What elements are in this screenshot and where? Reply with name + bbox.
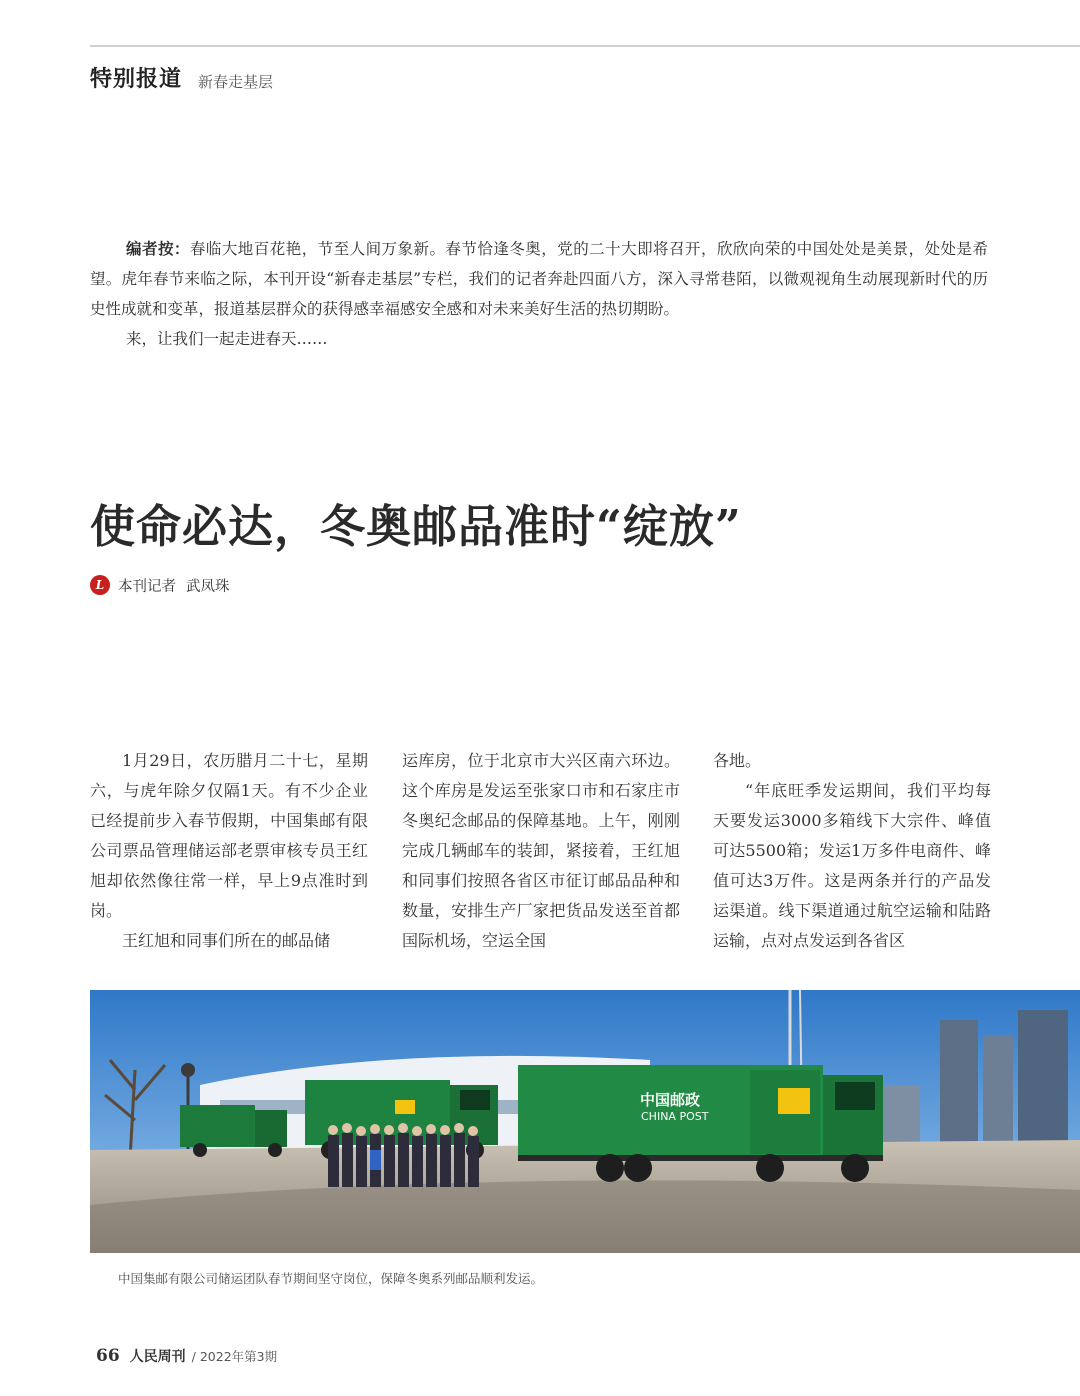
- article-paragraph: 运库房，位于北京市大兴区南六环边。这个库房是发运至张家口市和石家庄市冬奥纪念邮品的保障基地。上午，刚刚完成几辆邮车的装卸，紧接着，王红旭和同事们按照各省区市征订邮品品种和数量，安排生产厂家把货品发送至首都国际机场，空运全国: [402, 751, 680, 950]
- byline-role: 本刊记者: [118, 578, 176, 595]
- header-rule: [90, 45, 1080, 47]
- section-title: 特别报道: [90, 66, 183, 92]
- article-paragraph: 1月29日，农历腊月二十七，星期六，与虎年除夕仅隔1天。有不少企业已经提前步入春节假期，中国集邮有限公司票品管理储运部老票审核专员王红旭却依然像往常一样，早上9点准时到岗。: [90, 751, 368, 920]
- byline-logo-icon: L: [90, 575, 110, 595]
- photo-caption: 中国集邮有限公司储运团队春节期间坚守岗位，保障冬奥系列邮品顺利发运。: [118, 1271, 544, 1286]
- byline: [90, 573, 230, 597]
- editor-note-text: 春临大地百花艳，节至人间万象新。春节恰逢冬奥，党的二十大即将召开，欣欣向荣的中国处处是美景，处处是希望。虎年春节来临之际，本刊开设“新春走基层”专栏，我们的记者奔赴四面八方，深入寻常巷陌，以微观视角生动展现新时代的历史性成就和变革，报道基层群众的获得感幸福感安全感和对未来美好生活的热切期盼。: [90, 240, 988, 318]
- article-column-3: [713, 746, 991, 956]
- editor-note-closing: 来，让我们一起走进春天……: [126, 330, 328, 348]
- article-column-1: [90, 746, 368, 956]
- photo-illustration: [90, 990, 1080, 1253]
- issue-number: / 2022年第3期: [191, 1349, 278, 1364]
- byline-author: 武凤珠: [186, 578, 230, 595]
- truck-text-en: CHINA POST: [641, 1110, 709, 1123]
- page-footer: [96, 1346, 277, 1366]
- editor-note: [90, 234, 988, 354]
- article-paragraph: 王红旭和同事们所在的邮品储: [122, 931, 331, 950]
- truck-text-cn: 中国邮政: [640, 1091, 701, 1109]
- editor-note-paragraph: [90, 234, 988, 324]
- page-number: 66: [96, 1346, 120, 1366]
- article-paragraph: “年底旺季发运期间，我们平均每天要发运3000多箱线下大宗件、峰值可达5500箱；发运1万多件电商件、峰值可达3万件。这是两条并行的产品发运渠道。线下渠道通过航空运输和陆路运输，点对点发运到各省区: [713, 781, 991, 950]
- article-headline: 使命必达，冬奥邮品准时“绽放”: [90, 500, 742, 553]
- article-paragraph: 各地。: [713, 751, 762, 770]
- section-subtitle: 新春走基层: [198, 73, 274, 91]
- article-column-2: [402, 746, 680, 956]
- article-photo: [90, 990, 1080, 1253]
- editor-note-lead: 编者按：: [126, 239, 190, 258]
- magazine-name: 人民周刊: [129, 1349, 186, 1365]
